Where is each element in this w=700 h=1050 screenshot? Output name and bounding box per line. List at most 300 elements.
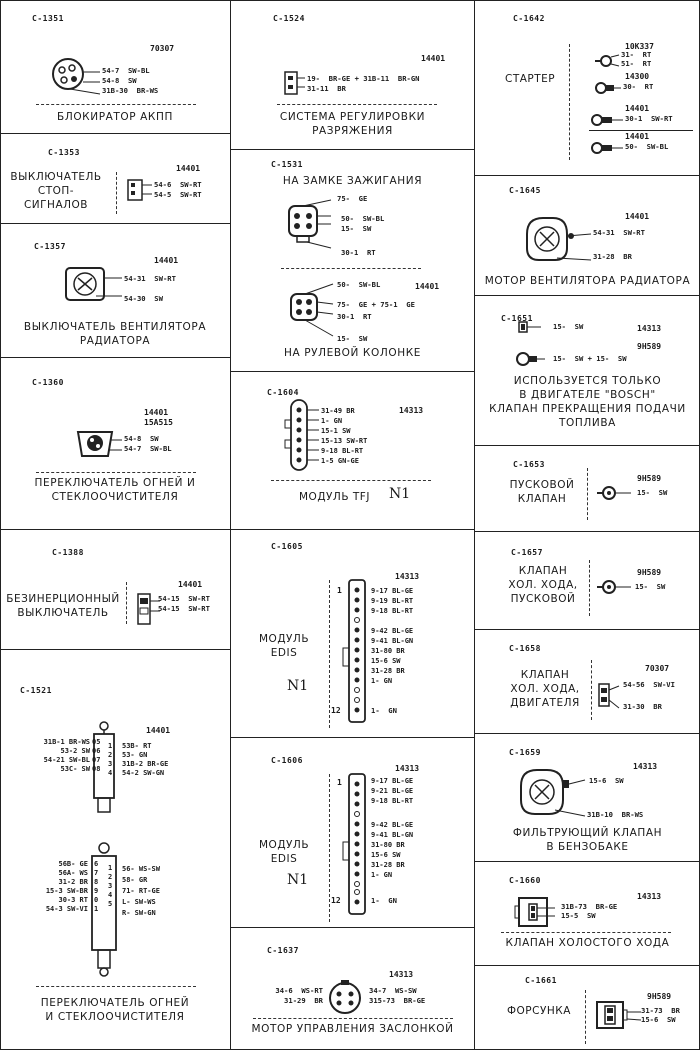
module-label-line: МОДУЛЬ — [259, 839, 310, 851]
ring-terminal-icon — [589, 140, 623, 156]
divider-dash — [587, 468, 588, 520]
pin-1: 50- SW-BL — [337, 280, 381, 289]
divider-dash — [36, 104, 196, 105]
pin-3: 34-7 WS-SW — [369, 986, 417, 995]
column-right — [475, 0, 700, 1050]
pin-number: 05 — [92, 738, 101, 746]
injector-connector-icon — [593, 998, 643, 1034]
pin: R- SW-GN — [122, 909, 156, 917]
module-label-line: МОДУЛЬ — [259, 633, 310, 645]
pin: 15-1 SW — [321, 427, 351, 435]
component-caption — [4, 170, 108, 212]
pin-number: 06 — [92, 747, 101, 755]
upper-right-numbers — [108, 742, 112, 778]
connector-code: C-1521 — [20, 686, 52, 695]
separator-line — [589, 130, 693, 131]
connector-code: C-1357 — [34, 242, 66, 251]
column-middle — [231, 0, 474, 1050]
part-ref: 14313 — [637, 324, 662, 333]
connector-code: C-1605 — [271, 542, 303, 551]
connector-icon — [126, 178, 156, 202]
single-pin-connector-icon — [515, 320, 545, 334]
pin-index-last: 12 — [331, 706, 341, 715]
pin-number: 4 — [108, 769, 113, 777]
caption-line: ТОПЛИВА — [559, 417, 616, 429]
panel-c1637 — [231, 928, 474, 1050]
component-caption: МОДУЛЬ TFJ — [299, 491, 370, 503]
connector-code: C-1658 — [509, 644, 541, 653]
pin-2: 54-7 SW-BL — [124, 444, 172, 453]
pin: 1- GN — [321, 417, 343, 425]
pin: 54-21 SW-BL — [43, 756, 90, 764]
pin-1: 30- RT — [623, 82, 654, 91]
lower-right-numbers — [108, 864, 112, 909]
pin: 54-2 SW-GN — [122, 769, 165, 777]
pin-number: 5 — [108, 900, 113, 908]
panel-c1642 — [475, 0, 700, 176]
pin: 9-42 BL-GE — [371, 627, 414, 635]
valve-connector-icon — [595, 484, 635, 502]
panel-c1661 — [475, 966, 700, 1050]
part-ref-line: 15A515 — [144, 418, 173, 427]
panel-c1353 — [0, 134, 230, 224]
pin-number: 4 — [108, 891, 113, 899]
module-label — [259, 838, 309, 866]
divider-dash — [116, 172, 117, 214]
module-label — [259, 632, 309, 660]
panel-c1653 — [475, 446, 700, 532]
panel-c1531 — [231, 150, 474, 372]
pin: 9-19 BL-RT — [371, 597, 414, 605]
upper-left-pins — [30, 738, 90, 774]
pin: 30-3 RT — [58, 896, 88, 904]
pin-index-first: 1 — [337, 778, 342, 787]
pin-2: 15-5 SW — [561, 911, 596, 920]
divider-dash — [329, 774, 330, 922]
panel-c1645 — [475, 176, 700, 296]
component-caption — [0, 996, 230, 1024]
pin-2: 51- RT — [621, 59, 652, 68]
connector-code: C-1360 — [32, 378, 64, 387]
pin: 15-3 SW-BR — [45, 887, 88, 895]
idle-valve-connector-icon — [515, 892, 565, 932]
pin-labels — [124, 434, 172, 454]
pin-labels — [561, 902, 617, 920]
n1-mark: N1 — [287, 872, 309, 888]
pin-2: 54-15 SW-RT — [158, 604, 210, 613]
pin-labels — [154, 180, 202, 200]
pin-number: 8 — [94, 878, 99, 886]
pin-number: 3 — [108, 760, 113, 768]
connector-code: C-1606 — [271, 756, 303, 765]
pin-labels — [321, 406, 367, 466]
caption-line: РАЗРЯЖЕНИЯ — [312, 125, 393, 137]
pin-1: 34-6 WS-RT — [275, 986, 323, 995]
caption-line: В БЕНЗОБАКЕ — [546, 841, 629, 853]
caption-line: ВЫКЛЮЧАТЕЛЬ — [10, 171, 102, 183]
panel-c1657 — [475, 532, 700, 630]
part-ref: 14401 — [176, 164, 201, 173]
component-caption — [475, 374, 700, 430]
part-ref: 14401 — [625, 104, 650, 113]
connector-code: C-1657 — [511, 548, 543, 557]
pin-number: 2 — [108, 751, 113, 759]
pin-2: 75- GE + 75-1 GE — [337, 300, 415, 309]
pin-2: 15- SW + 15- SW — [553, 354, 627, 363]
pin-1: 19- BR-GE + 31B-11 BR-GN — [307, 74, 420, 83]
pin-3: 15- SW — [341, 224, 372, 233]
component-caption: КЛАПАН ХОЛОСТОГО ХОДА — [505, 937, 670, 949]
part-ref: 14313 — [637, 892, 662, 901]
ignition-connector-icon — [283, 196, 333, 246]
part-ref — [144, 408, 173, 428]
filter-valve-connector-icon — [515, 766, 585, 822]
pin-2: 15-6 SW — [641, 1015, 676, 1024]
pin: 71- RT-GE — [122, 887, 160, 895]
pin-number: 9 — [94, 887, 99, 895]
pin-1: 50- SW-BL — [625, 142, 669, 151]
component-caption: МОТОР ВЕНТИЛЯТОРА РАДИАТОРА — [484, 275, 691, 287]
pin-1: 75- GE — [337, 194, 368, 203]
pin: 15-6 SW — [371, 851, 401, 859]
component-caption: ФОРСУНКА — [507, 1005, 571, 1017]
pin: 9-18 BL-RT — [371, 607, 414, 615]
lower-left-numbers — [94, 860, 98, 914]
starter-label: СТАРТЕР — [505, 73, 556, 85]
pin-1: 54-7 SW-BL — [102, 66, 150, 75]
upper-left-numbers — [92, 738, 100, 774]
part-ref: 14313 — [399, 406, 424, 415]
panel-c1658 — [475, 630, 700, 734]
caption-line: КЛАПАН — [517, 493, 567, 505]
divider-dash — [589, 560, 590, 616]
pin-1: 54-31 SW-RT — [124, 274, 176, 283]
connector-code: C-1351 — [32, 14, 64, 23]
tfj-module-connector-icon — [283, 398, 323, 474]
pin: 53B- RT — [122, 742, 152, 750]
pin-2: 54-30 SW — [124, 294, 163, 303]
part-ref: 14313 — [395, 572, 420, 581]
caption-line: ФИЛЬТРУЮЩИЙ КЛАПАН — [512, 827, 663, 839]
pin-1: 15- SW — [637, 488, 668, 497]
part-ref: 14313 — [395, 764, 420, 773]
component-caption — [499, 668, 591, 710]
lower-right-pins — [122, 864, 160, 919]
fan-switch-icon — [62, 264, 112, 304]
pin-2: 54-5 SW-RT — [154, 190, 202, 199]
caption-line: И СТЕКЛООЧИСТИТЕЛЯ — [45, 1011, 185, 1023]
steering-column-title: НА РУЛЕВОЙ КОЛОНКЕ — [284, 347, 421, 359]
panel-c1606 — [231, 738, 474, 928]
pin-1: 54-56 SW-VI — [623, 680, 675, 689]
part-ref: 9H589 — [637, 342, 662, 351]
caption-line: РАДИАТОРА — [79, 335, 151, 347]
pin: 31-28 BR — [371, 861, 405, 869]
pin: 9-18 BL-RT — [321, 447, 364, 455]
panel-c1659 — [475, 734, 700, 862]
panel-c1521 — [0, 650, 230, 1050]
connector-code: C-1353 — [48, 148, 80, 157]
caption-line: СТЕКЛООЧИСТИТЕЛЯ — [51, 491, 179, 503]
pin-index-first: 1 — [337, 586, 342, 595]
pin-number: 0 — [94, 896, 99, 904]
part-ref: 70307 — [150, 44, 175, 53]
pin-labels-upper — [371, 776, 413, 806]
caption-line: КЛАПАН — [520, 669, 570, 681]
pin: 9-17 BL-GE — [371, 777, 414, 785]
pin-labels-right — [369, 986, 425, 1006]
upper-right-pins — [122, 742, 168, 778]
pin-number: 1 — [94, 905, 99, 913]
part-ref: 14300 — [625, 72, 650, 81]
pin: 1-5 GN-GE — [321, 457, 359, 465]
pin-4: 315-73 BR-GE — [369, 996, 426, 1005]
ring-terminal-icon — [515, 350, 545, 368]
pin-1: 54-31 SW-RT — [593, 228, 645, 237]
pin-1: 54-6 SW-RT — [154, 180, 202, 189]
pin-1: 31-73 BR — [641, 1006, 680, 1015]
pin: 31-80 BR — [371, 647, 405, 655]
pin: 9-41 BL-GN — [371, 831, 414, 839]
pin-number: 3 — [108, 882, 113, 890]
panel-c1651 — [475, 296, 700, 446]
part-ref: 14401 — [625, 212, 650, 221]
connector-code: C-1660 — [509, 876, 541, 885]
pin-1: 15-6 SW — [589, 776, 624, 785]
pin: 15-13 SW-RT — [321, 437, 368, 445]
pin-labels-left — [239, 986, 323, 1006]
divider-dash — [281, 268, 421, 269]
part-ref: 14401 — [178, 580, 203, 589]
pin-labels — [307, 74, 420, 94]
pin-4: 15- SW — [337, 334, 368, 343]
pin-1: 15- SW — [635, 582, 666, 591]
panel-c1360 — [0, 358, 230, 530]
caption-line: БЕЗИНЕРЦИОННЫЙ — [6, 593, 120, 605]
caption-line: ПУСКОВОЙ — [509, 479, 575, 491]
pin: 31-80 BR — [371, 841, 405, 849]
column-left — [0, 0, 230, 1050]
pin-number: 07 — [92, 756, 101, 764]
panel-c1524 — [231, 0, 474, 150]
n1-mark: N1 — [287, 678, 309, 694]
pin-labels-lower — [371, 820, 413, 880]
part-ref: 14313 — [633, 762, 658, 771]
round-connector-icon — [48, 52, 98, 102]
caption-line: ВЫКЛЮЧАТЕЛЬ ВЕНТИЛЯТОРА — [23, 321, 207, 333]
pin-number: 7 — [94, 869, 99, 877]
caption-line: ИСПОЛЬЗУЕТСЯ ТОЛЬКО — [513, 375, 662, 387]
caption-line: КЛАПАН — [518, 565, 568, 577]
part-ref: 14313 — [389, 970, 414, 979]
throttle-motor-connector-icon — [325, 978, 365, 1018]
pin-labels — [102, 66, 158, 96]
pin-number: 1 — [108, 742, 113, 750]
part-ref: 14401 — [421, 54, 446, 63]
divider-dash — [591, 660, 592, 720]
pin-2: 31-29 BR — [284, 996, 323, 1005]
pin: 9-21 BL-GE — [371, 787, 414, 795]
part-ref-line: 14401 — [144, 408, 169, 417]
pin-2: 31-11 BR — [307, 84, 346, 93]
pin-number: 1 — [108, 864, 113, 872]
component-caption — [497, 564, 589, 606]
part-ref: 14401 — [146, 726, 171, 735]
pin: 1- GN — [371, 677, 393, 685]
connector-code: C-1604 — [267, 388, 299, 397]
component-caption — [497, 478, 587, 506]
pin-2: 50- SW-BL — [341, 214, 385, 223]
pin-2: 31-30 BR — [623, 702, 662, 711]
pin: 15-6 SW — [371, 657, 401, 665]
divider-dash — [126, 582, 127, 624]
pin: 53- GN — [122, 751, 148, 759]
divider-dash — [271, 480, 431, 481]
pin-labels — [641, 1006, 680, 1024]
connector-code: C-1388 — [52, 548, 84, 557]
pin-4: 30-1 RT — [341, 248, 376, 257]
component-caption — [0, 476, 230, 504]
component-caption: БЛОКИРАТОР АКПП — [57, 111, 173, 123]
pin: 53-2 SW — [60, 747, 90, 755]
pin-last: 1- GN — [371, 896, 397, 905]
part-ref: 9H589 — [637, 568, 662, 577]
pin: 54-3 SW-VI — [45, 905, 88, 913]
part-ref: 9H589 — [647, 992, 672, 1001]
ignition-switch-title: НА ЗАМКЕ ЗАЖИГАНИЯ — [282, 175, 423, 187]
part-ref: 10K337 — [625, 42, 654, 51]
caption-line: ВЫКЛЮЧАТЕЛЬ — [17, 607, 109, 619]
divider-dash — [36, 472, 196, 473]
component-caption — [0, 320, 230, 348]
pin: 56A- WS — [58, 869, 88, 877]
caption-line: ХОЛ. ХОДА, — [508, 579, 578, 591]
fan-motor-connector-icon — [521, 214, 591, 268]
connector-icon — [283, 70, 307, 96]
connector-code: C-1651 — [501, 314, 533, 323]
ring-terminal-icon — [593, 80, 621, 96]
component-caption: МОТОР УПРАВЛЕНИЯ ЗАСЛОНКОЙ — [251, 1023, 454, 1035]
pin-2: 31-28 BR — [593, 252, 632, 261]
panel-c1660 — [475, 862, 700, 966]
module-label-line: EDIS — [270, 647, 298, 659]
pin-labels-lower — [371, 626, 413, 686]
pin: 9-42 BL-GE — [371, 821, 414, 829]
pin-1: 54-8 SW — [124, 434, 159, 443]
pin: 9-18 BL-RT — [371, 797, 414, 805]
pin: 1- GN — [371, 871, 393, 879]
caption-line: ДВИГАТЕЛЯ — [510, 697, 580, 709]
part-ref: 14401 — [625, 132, 650, 141]
pin: 56B- GE — [58, 860, 88, 868]
n1-mark: N1 — [389, 486, 411, 502]
pin: 31-49 BR — [321, 407, 355, 415]
part-ref: 14401 — [415, 282, 440, 291]
component-caption — [231, 110, 474, 138]
pin-1: 54-15 SW-RT — [158, 594, 210, 603]
pin: 31-28 BR — [371, 667, 405, 675]
pin-1: 31B-73 BR-GE — [561, 902, 618, 911]
divider-dash — [253, 1018, 453, 1019]
connector-icon — [595, 680, 625, 712]
caption-line: КЛАПАН ПРЕКРАЩЕНИЯ ПОДАЧИ — [489, 403, 686, 415]
pin: 53C- SW — [60, 765, 90, 773]
component-caption — [2, 592, 124, 620]
caption-line: СТОП- — [37, 185, 75, 197]
pin: 31B-1 BR-WS — [43, 738, 90, 746]
connector-code: C-1645 — [509, 186, 541, 195]
lower-left-pins — [18, 860, 88, 914]
pin-3: 31B-30 BR-WS — [102, 86, 159, 95]
pin-number: 2 — [108, 873, 113, 881]
panel-c1605 — [231, 530, 474, 738]
divider-dash — [585, 990, 586, 1044]
panel-c1388 — [0, 530, 230, 650]
ring-terminal-icon — [589, 112, 623, 128]
panel-c1357 — [0, 224, 230, 358]
pin: 31B-2 BR-GE — [122, 760, 169, 768]
connector-code: C-1661 — [525, 976, 557, 985]
divider-dash — [36, 986, 196, 987]
part-ref: 70307 — [645, 664, 670, 673]
caption-line: В ДВИГАТЕЛЕ "BOSCH" — [519, 389, 656, 401]
pin: L- SW-WS — [122, 898, 156, 906]
pin-1: 15- SW — [553, 322, 584, 331]
caption-line: ПЕРЕКЛЮЧАТЕЛЬ ОГНЕЙ — [40, 997, 190, 1009]
pin: 56- WS-SW — [122, 865, 160, 873]
pin-1: 31- RT — [621, 50, 652, 59]
connector-code: C-1653 — [513, 460, 545, 469]
caption-line: СИСТЕМА РЕГУЛИРОВКИ — [279, 111, 426, 123]
pin-last: 1- GN — [371, 706, 397, 715]
divider-dash — [569, 44, 570, 160]
part-ref: 14401 — [154, 256, 179, 265]
module-label-line: EDIS — [270, 853, 298, 865]
caption-line: ПУСКОВОЙ — [510, 593, 576, 605]
panel-c1351 — [0, 0, 230, 134]
pin-number: 6 — [94, 860, 99, 868]
pin-2: 31B-10 BR-WS — [587, 810, 644, 819]
steering-column-connector-icon — [285, 284, 335, 334]
component-caption — [475, 826, 700, 854]
switch-connector-icon — [74, 426, 124, 462]
caption-line: ПЕРЕКЛЮЧАТЕЛЬ ОГНЕЙ И — [34, 477, 196, 489]
pin: 58- GR — [122, 876, 148, 884]
divider-dash — [277, 104, 437, 105]
connector-code: C-1637 — [267, 946, 299, 955]
pin-index-last: 12 — [331, 896, 341, 905]
connector-code: C-1659 — [509, 748, 541, 757]
divider-dash — [501, 932, 671, 933]
pin-number: 08 — [92, 765, 101, 773]
pin-labels-upper — [371, 586, 413, 616]
pin: 9-17 BL-GE — [371, 587, 414, 595]
caption-line: ХОЛ. ХОДА, — [510, 683, 580, 695]
valve-connector-icon — [595, 578, 635, 596]
connector-code: C-1531 — [271, 160, 303, 169]
panel-c1604 — [231, 372, 474, 530]
divider-dash — [329, 580, 330, 728]
pin-labels — [621, 50, 651, 68]
pin: 9-41 BL-GN — [371, 637, 414, 645]
ring-terminal-icon — [593, 50, 621, 72]
pin-2: 54-8 SW — [102, 76, 137, 85]
connector-code: C-1642 — [513, 14, 545, 23]
part-ref: 9H589 — [637, 474, 662, 483]
pin: 31-2 BR — [58, 878, 88, 886]
pin-3: 30-1 RT — [337, 312, 372, 321]
pin-labels — [158, 594, 210, 614]
